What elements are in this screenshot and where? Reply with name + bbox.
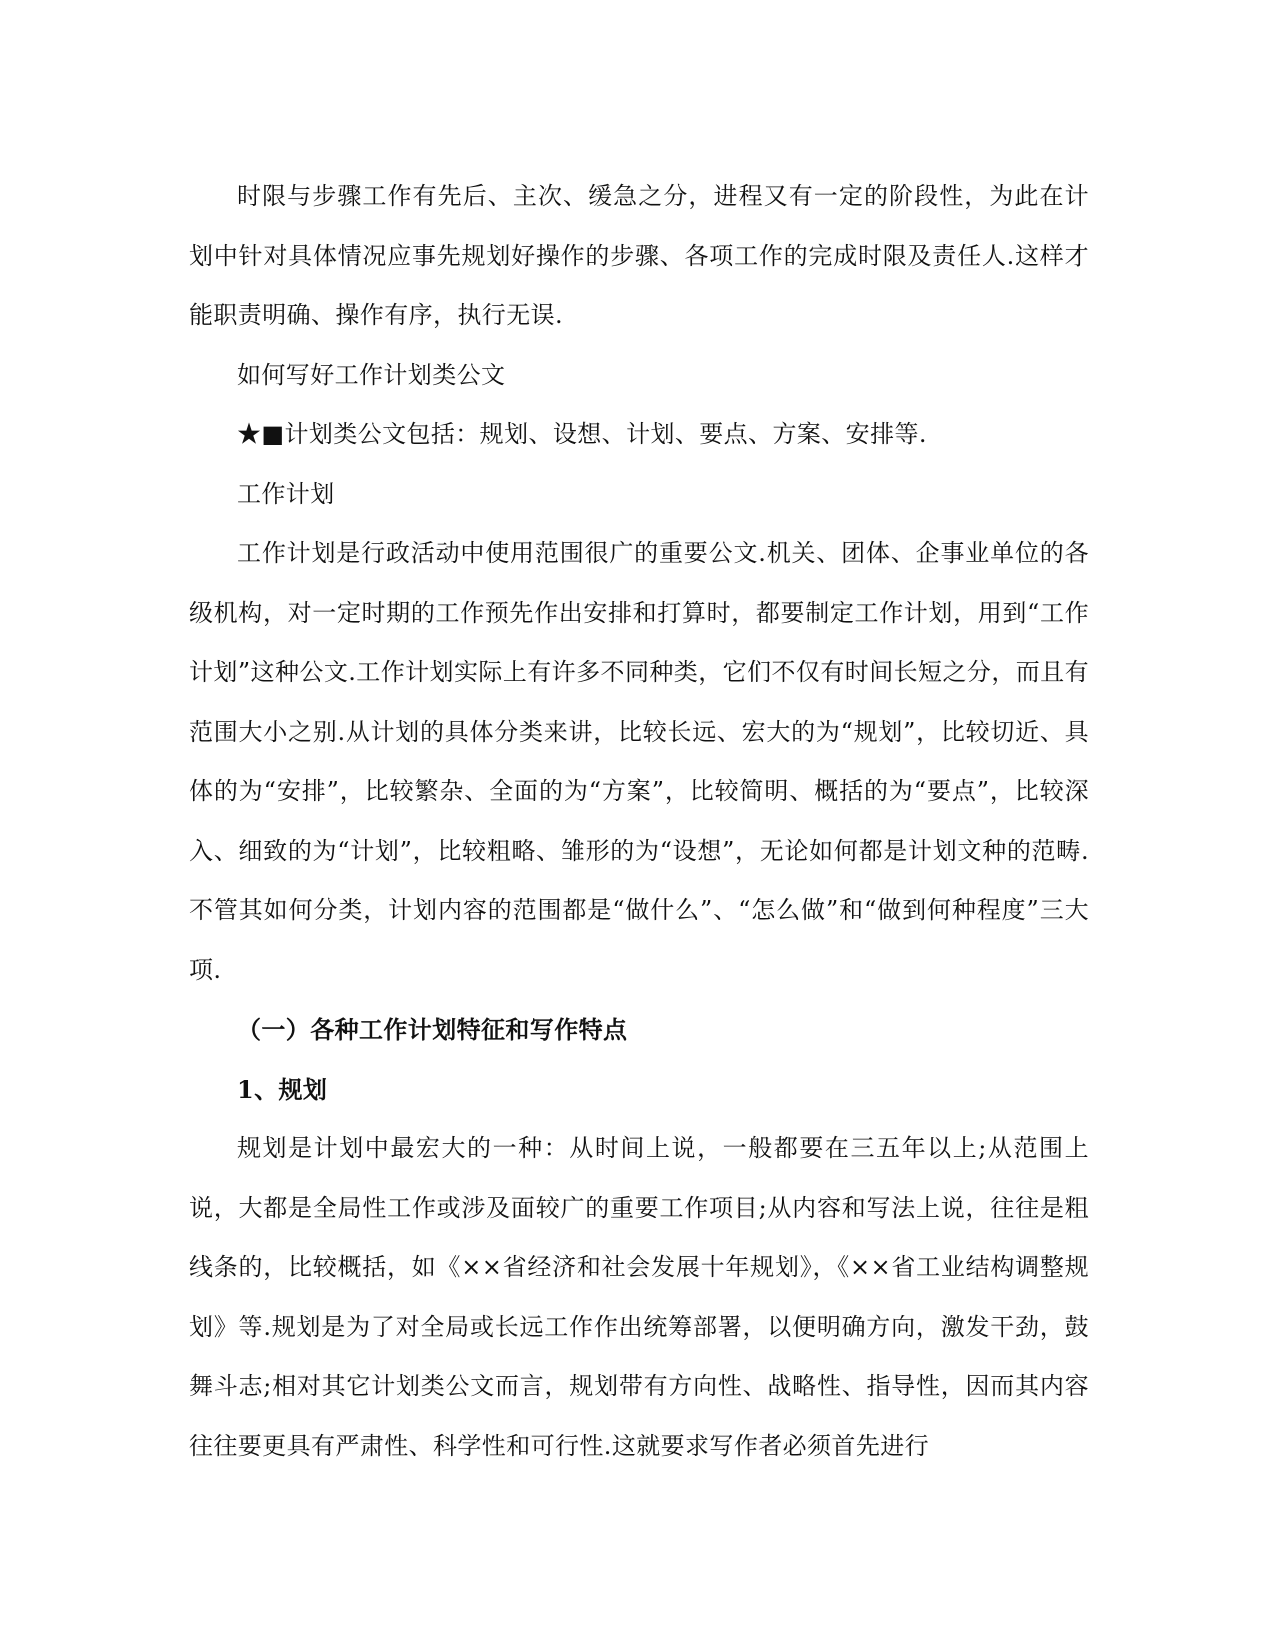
section-title-how-to-write: 如何写好工作计划类公文 (237, 360, 506, 389)
document-body (189, 167, 1089, 1476)
paragraph-time-steps: 时限与步骤工作有先后、主次、缓急之分，进程又有一定的阶段性，为此在计划中针对具体情况应事先规划好操作的步骤、各项工作的完成时限及责任人.这样才能职责明确、操作有序，执行无误. (189, 182, 1089, 329)
heading-planning: 1、规划 (237, 1074, 328, 1104)
paragraph-plan-types: ★■计划类公文包括：规划、设想、计划、要点、方案、安排等. (237, 420, 927, 448)
paragraph-planning: 规划是计划中最宏大的一种：从时间上说，一般都要在三五年以上;从范围上说，大都是全局性工作或涉及面较广的重要工作项目;从内容和写法上说，往往是粗线条的，比较概括，如《××省经济和社会发展十年规划》，《××省工业结构调整规划》等.规划是为了对全局或长远工作作出统筹部署，以便明确方向，激发干劲，鼓舞斗志;相对其它计划类公文而言，规划带有方向性、战略性、指导性，因而其内容往往要更具有严肃性、科学性和可行性.这就要求写作者必须首先进行 (189, 1134, 1089, 1460)
section-title-work-plan: 工作计划 (237, 479, 335, 508)
paragraph-work-plan: 工作计划是行政活动中使用范围很广的重要公文.机关、团体、企事业单位的各级机构，对一定时期的工作预先作出安排和打算时，都要制定工作计划，用到“工作计划”这种公文.工作计划实际上有许多不同种类，它们不仅有时间长短之分，而且有范围大小之别.从计划的具体分类来讲，比较长远、宏大的为“规划”，比较切近、具体的为“安排”，比较繁杂、全面的为“方案”，比较简明、概括的为“要点”，比较深入、细致的为“计划”，比较粗略、雏形的为“设想”，无论如何都是计划文种的范畴.不管其如何分类，计划内容的范围都是“做什么”、“怎么做”和“做到何种程度”三大项. (189, 539, 1089, 984)
heading-features: （一）各种工作计划特征和写作特点 (237, 1015, 628, 1044)
